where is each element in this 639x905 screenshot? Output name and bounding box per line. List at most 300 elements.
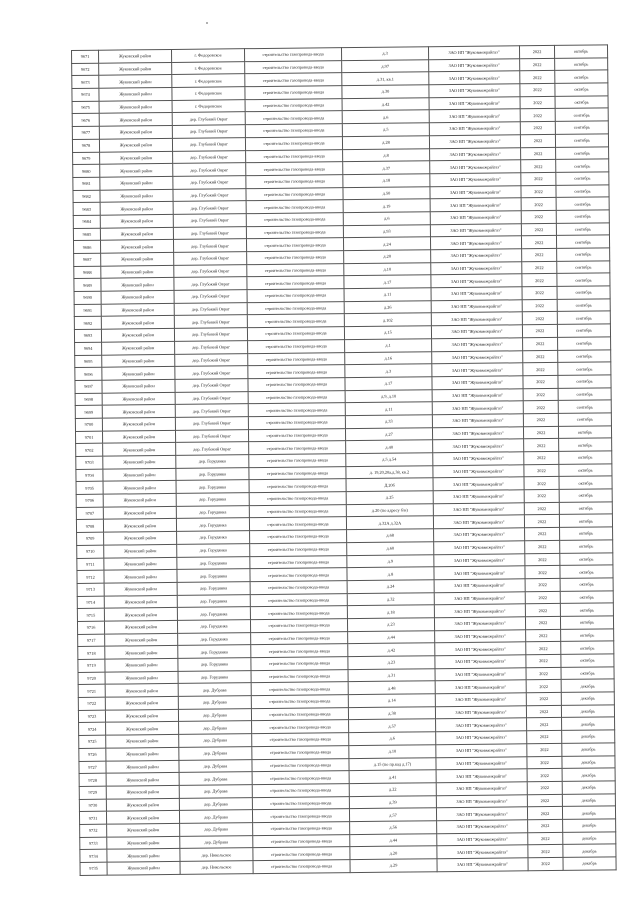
year-cell: 2022 <box>522 325 557 338</box>
row-number: 9735 <box>80 862 107 875</box>
settlement-cell: дер. Горудянка <box>177 594 250 607</box>
district-cell: Жуковский район <box>99 49 172 62</box>
month-cell: сентябрь <box>555 108 608 121</box>
row-number: 9711 <box>77 558 104 571</box>
contractor-cell: ЗАО НП "Жуковмежрайгаз" <box>430 223 521 237</box>
work-type-cell: строительство газопровода-ввода <box>245 73 342 87</box>
contractor-cell: ЗАО НП "Жуковмежрайгаз" <box>436 794 527 808</box>
work-type-cell: строительство газопровода-ввода <box>252 758 349 772</box>
settlement-cell: г. Федоровское <box>171 49 244 62</box>
district-cell: Жуковский район <box>102 367 175 380</box>
month-cell: сентябрь <box>558 337 611 350</box>
house-number-cell: д.17 <box>344 275 431 289</box>
row-number: 9682 <box>73 190 100 203</box>
house-number-cell: д.31 <box>348 668 435 682</box>
year-cell: 2022 <box>520 96 555 109</box>
house-number-cell: д.3 <box>341 47 428 61</box>
district-cell: Жуковский район <box>106 773 179 786</box>
settlement-cell: дер. Горудянка <box>178 632 251 645</box>
contractor-cell: ЗАО НП "Жуковмежрайгаз" <box>434 604 525 618</box>
settlement-cell: дер. Глубокий Овраг <box>173 150 246 163</box>
house-number-cell: д.18 <box>343 174 430 188</box>
contractor-cell: ЗАО НП "Жуковмежрайгаз" <box>436 782 527 796</box>
work-type-cell: строительство газопровода-ввода <box>249 492 346 506</box>
district-cell: Жуковский район <box>107 836 180 849</box>
row-number: 9673 <box>72 76 99 89</box>
month-cell: сентябрь <box>557 286 610 299</box>
settlement-cell: дер. Горудянка <box>177 556 250 569</box>
month-cell: октябрь <box>555 58 608 71</box>
settlement-cell: дер. Горудянка <box>176 493 249 506</box>
month-cell: октябрь <box>559 489 612 502</box>
house-number-cell: д.27 <box>345 427 432 441</box>
settlement-cell: дер. Глубокий Овраг <box>175 417 248 430</box>
row-number: 9730 <box>79 799 106 812</box>
contractor-cell: ЗАО НП "Жуковмежрайгаз" <box>435 693 526 707</box>
district-cell: Жуковский район <box>101 252 174 265</box>
work-type-cell: строительство газопровода-ввода <box>246 213 343 227</box>
contractor-cell: ЗАО НП "Жуковмежрайгаз" <box>435 667 526 681</box>
work-type-cell: строительство газопровода-ввода <box>251 682 348 696</box>
district-cell: Жуковский район <box>103 481 176 494</box>
district-cell: Жуковский район <box>103 468 176 481</box>
district-cell: Жуковский район <box>103 506 176 519</box>
month-cell: сентябрь <box>558 375 611 388</box>
house-number-cell: д.50 <box>343 186 430 200</box>
month-cell: октябрь <box>560 578 613 591</box>
month-cell: сентябрь <box>556 235 609 248</box>
year-cell: 2022 <box>526 642 561 655</box>
month-cell: декабрь <box>563 831 616 844</box>
district-cell: Жуковский район <box>99 126 172 139</box>
settlement-cell: дер. Глубокий Овраг <box>173 188 246 201</box>
year-cell: 2022 <box>527 781 562 794</box>
house-number-cell: д.44 <box>348 630 435 644</box>
settlement-cell: дер. Глубокий Овраг <box>174 277 247 290</box>
row-number: 9721 <box>78 685 105 698</box>
house-number-cell: д.29 <box>350 859 437 873</box>
settlement-cell: дер. Дубрава <box>179 785 252 798</box>
settlement-cell: дер. Глубокий Овраг <box>174 302 247 315</box>
work-type-cell: строительство газопровода-ввода <box>252 809 349 823</box>
house-number-cell: д.37 <box>343 161 430 175</box>
house-number-cell: д.5 д.54 <box>346 453 433 467</box>
settlement-cell: дер. Горудянка <box>176 505 249 518</box>
contractor-cell: ЗАО НП "Жуковмежрайгаз" <box>431 287 522 301</box>
year-cell: 2022 <box>527 756 562 769</box>
district-cell: Жуковский район <box>100 240 173 253</box>
work-type-cell: строительство газопровода-ввода <box>245 86 342 100</box>
contractor-cell: ЗАО НП "Жуковмежрайгаз" <box>428 46 519 60</box>
settlement-cell: г. Федоровское <box>172 61 245 74</box>
work-type-cell: строительство газопровода-ввода <box>252 733 349 747</box>
settlement-cell: дер. Горудянка <box>177 607 250 620</box>
district-cell: Жуковский район <box>106 722 179 735</box>
house-number-cell: д.32 <box>347 592 434 606</box>
district-cell: Жуковский район <box>107 861 180 874</box>
month-cell: октябрь <box>560 527 613 540</box>
house-number-cell: д.9 <box>347 554 434 568</box>
year-cell: 2022 <box>523 413 558 426</box>
settlement-cell: дер. Глубокий Овраг <box>175 353 248 366</box>
house-number-cell: д.57 <box>349 808 436 822</box>
house-number-cell: д.30 <box>342 85 429 99</box>
work-type-cell: строительство газопровода-ввода <box>245 124 342 138</box>
row-number: 9697 <box>75 380 102 393</box>
house-number-cell: д.14 <box>348 694 435 708</box>
month-cell: декабрь <box>562 730 615 743</box>
scan-speck <box>206 22 208 24</box>
month-cell: сентябрь <box>558 349 611 362</box>
settlement-cell: дер. Глубокий Овраг <box>174 328 247 341</box>
month-cell: сентябрь <box>556 172 609 185</box>
settlement-cell: дер. Глубокий Овраг <box>173 214 246 227</box>
year-cell: 2022 <box>523 363 558 376</box>
house-number-cell: д.3 <box>345 364 432 378</box>
work-type-cell: строительство газопровода-ввода <box>250 606 347 620</box>
work-type-cell: строительство газопровода-ввода <box>250 619 347 633</box>
month-cell: октябрь <box>561 628 614 641</box>
month-cell: сентябрь <box>558 387 611 400</box>
contractor-cell: ЗАО НП "Жуковмежрайгаз" <box>430 160 521 174</box>
month-cell: декабрь <box>562 755 615 768</box>
month-cell: сентябрь <box>556 197 609 210</box>
document-sheet <box>71 45 597 876</box>
row-number: 9691 <box>74 304 101 317</box>
month-cell: декабрь <box>563 857 616 870</box>
year-cell: 2022 <box>520 109 555 122</box>
district-cell: Жуковский район <box>106 735 179 748</box>
row-number: 9713 <box>77 583 104 596</box>
house-number-cell: Д.20б <box>346 478 433 492</box>
contractor-cell: ЗАО НП "Жуковмежрайгаз" <box>430 211 521 225</box>
row-number: 9679 <box>73 152 100 165</box>
year-cell: 2022 <box>523 350 558 363</box>
month-cell: декабрь <box>561 679 614 692</box>
work-type-cell: строительство газопровода-ввода <box>251 631 348 645</box>
work-type-cell: строительство газопровода-ввода <box>251 657 348 671</box>
house-number-cell: д.10 <box>349 745 436 759</box>
year-cell: 2022 <box>524 502 559 515</box>
work-type-cell: строительство газопровода-ввода <box>246 162 343 176</box>
work-type-cell: строительство газопровода-ввода <box>253 822 350 836</box>
contractor-cell: ЗАО НП "Жуковмежрайгаз" <box>434 617 525 631</box>
district-cell: Жуковский район <box>105 696 178 709</box>
year-cell: 2022 <box>526 705 561 718</box>
year-cell: 2022 <box>521 236 556 249</box>
year-cell: 2022 <box>524 439 559 452</box>
settlement-cell: дер. Дубрава <box>179 810 252 823</box>
year-cell: 2022 <box>528 819 563 832</box>
month-cell: октябрь <box>560 565 613 578</box>
house-number-cell: д.22 <box>349 783 436 797</box>
contractor-cell: ЗАО НП "Жуковмежрайгаз" <box>434 579 525 593</box>
house-number-cell: д.6 <box>349 732 436 746</box>
house-number-cell: д.24 <box>343 237 430 251</box>
settlement-cell: дер. Глубокий Овраг <box>175 429 248 442</box>
house-number-cell: д.42 <box>342 98 429 112</box>
house-number-cell: д.24 <box>347 580 434 594</box>
year-cell: 2022 <box>521 172 556 185</box>
contractor-cell: ЗАО НП "Жуковмежрайгаз" <box>431 261 522 275</box>
year-cell: 2022 <box>524 464 559 477</box>
settlement-cell: дер. Дубрава <box>178 696 251 709</box>
row-number: 9715 <box>77 608 104 621</box>
month-cell: сентябрь <box>557 261 610 274</box>
contractor-cell: ЗАО НП "Жуковмежрайгаз" <box>429 58 520 72</box>
month-cell: октябрь <box>559 451 612 464</box>
district-cell: Жуковский район <box>103 493 176 506</box>
year-cell: 2022 <box>525 566 560 579</box>
settlement-cell: дер. Никольское <box>180 861 253 874</box>
row-number: 9687 <box>74 253 101 266</box>
row-number: 9722 <box>78 697 105 710</box>
month-cell: октябрь <box>561 641 614 654</box>
settlement-cell: дер. Глубокий Овраг <box>175 379 248 392</box>
work-type-cell: строительство газопровода-ввода <box>250 568 347 582</box>
contractor-cell: ЗАО НП "Жуковмежрайгаз" <box>430 147 521 161</box>
year-cell: 2022 <box>528 845 563 858</box>
year-cell: 2022 <box>522 299 557 312</box>
work-type-cell: строительство газопровода-ввода <box>246 175 343 189</box>
district-cell: Жуковский район <box>101 265 174 278</box>
contractor-cell: ЗАО НП "Жуковмежрайгаз" <box>433 503 524 517</box>
row-number: 9676 <box>72 114 99 127</box>
contractor-cell: ЗАО НП "Жуковмежрайгаз" <box>433 490 524 504</box>
contractor-cell: ЗАО НП "Жуковмежрайгаз" <box>437 832 528 846</box>
contractor-cell: ЗАО НП "Жуковмежрайгаз" <box>433 464 524 478</box>
contractor-cell: ЗАО НП "Жуковмежрайгаз" <box>429 84 520 98</box>
district-cell: Жуковский район <box>100 202 173 215</box>
district-cell: Жуковский район <box>100 151 173 164</box>
work-type-cell: строительство газопровода-ввода <box>250 581 347 595</box>
year-cell: 2022 <box>522 261 557 274</box>
settlement-cell: дер. Глубокий Овраг <box>175 340 248 353</box>
settlement-cell: дер. Дубрава <box>178 683 251 696</box>
district-cell: Жуковский район <box>102 354 175 367</box>
work-type-cell: строительство газопровода-ввода <box>248 339 345 353</box>
month-cell: сентябрь <box>555 134 608 147</box>
year-cell: 2022 <box>525 528 560 541</box>
contractor-cell: ЗАО НП "Жуковмежрайгаз" <box>434 591 525 605</box>
district-cell: Жуковский район <box>103 519 176 532</box>
work-type-cell: строительство газопровода-ввода <box>248 365 345 379</box>
year-cell: 2022 <box>520 83 555 96</box>
work-type-cell: строительство газопровода-ввода <box>248 352 345 366</box>
work-type-cell: строительство газопровода-ввода <box>249 504 346 518</box>
house-number-cell: д.60 <box>347 542 434 556</box>
month-cell: октябрь <box>560 540 613 553</box>
settlement-cell: дер. Никольское <box>180 848 253 861</box>
settlement-cell: дер. Глубокий Овраг <box>173 226 246 239</box>
row-number: 9700 <box>75 418 102 431</box>
month-cell: сентябрь <box>556 222 609 235</box>
house-number-cell: д.32А д.32А <box>346 516 433 530</box>
district-cell: Жуковский район <box>106 811 179 824</box>
row-number: 9701 <box>75 431 102 444</box>
year-cell: 2022 <box>526 667 561 680</box>
contractor-cell: ЗАО НП "Жуковмежрайгаз" <box>433 452 524 466</box>
house-number-cell: д.20 (по адресу б\н) <box>346 503 433 517</box>
year-cell: 2022 <box>524 515 559 528</box>
row-number: 9698 <box>75 393 102 406</box>
row-number: 9674 <box>72 88 99 101</box>
settlement-cell: дер. Дубрава <box>180 823 253 836</box>
district-cell: Жуковский район <box>101 316 174 329</box>
work-type-cell: строительство газопровода-ввода <box>253 860 350 874</box>
row-number: 9702 <box>76 444 103 457</box>
house-number-cell: д.42 <box>348 643 435 657</box>
settlement-cell: дер. Глубокий Овраг <box>172 112 245 125</box>
row-number: 9678 <box>72 139 99 152</box>
work-type-cell: строительство газопровода-ввода <box>247 276 344 290</box>
row-number: 9681 <box>73 177 100 190</box>
work-type-cell: строительство газопровода-ввода <box>249 479 346 493</box>
month-cell: октябрь <box>560 603 613 616</box>
month-cell: сентябрь <box>556 210 609 223</box>
settlement-cell: дер. Глубокий Овраг <box>174 290 247 303</box>
contractor-cell: ЗАО НП "Жуковмежрайгаз" <box>434 553 525 567</box>
row-number: 9709 <box>77 532 104 545</box>
year-cell: 2022 <box>526 629 561 642</box>
year-cell: 2022 <box>520 71 555 84</box>
month-cell: сентябрь <box>557 324 610 337</box>
contractor-cell: ЗАО НП "Жуковмежрайгаз" <box>432 338 523 352</box>
house-number-cell: д.11 <box>344 288 431 302</box>
row-number: 9705 <box>76 482 103 495</box>
settlement-cell: дер. Дубрава <box>179 797 252 810</box>
settlement-cell: дер. Горудянка <box>177 543 250 556</box>
row-number: 9672 <box>72 63 99 76</box>
row-number: 9685 <box>73 228 100 241</box>
house-number-cell: д.44 <box>350 833 437 847</box>
house-number-cell: д.56 <box>350 821 437 835</box>
house-number-cell: д.41 <box>349 770 436 784</box>
house-number-cell: д.5 <box>342 123 429 137</box>
settlement-cell: г. Федоровское <box>172 74 245 87</box>
contractor-cell: ЗАО НП "Жуковмежрайгаз" <box>434 528 525 542</box>
district-cell: Жуковский район <box>102 417 175 430</box>
contractor-cell: ЗАО НП "Жуковмежрайгаз" <box>429 122 520 136</box>
year-cell: 2022 <box>523 426 558 439</box>
work-type-cell: строительство газопровода-ввода <box>251 669 348 683</box>
district-cell: Жуковский район <box>103 443 176 456</box>
month-cell: октябрь <box>561 654 614 667</box>
row-number: 9734 <box>80 849 107 862</box>
year-cell: 2022 <box>523 388 558 401</box>
district-cell: Жуковский район <box>105 684 178 697</box>
settlement-cell: дер. Глубокий Овраг <box>173 201 246 214</box>
work-type-cell: строительство газопровода-ввода <box>249 466 346 480</box>
contractor-cell: ЗАО НП "Жуковмежрайгаз" <box>434 541 525 555</box>
year-cell: 2022 <box>523 401 558 414</box>
settlement-cell: дер. Горудянка <box>177 620 250 633</box>
work-type-cell: строительство газопровода-ввода <box>250 555 347 569</box>
house-number-cell: д.48 <box>348 681 435 695</box>
district-cell: Жуковский район <box>106 747 179 760</box>
settlement-cell: дер. Дубрава <box>179 746 252 759</box>
row-number: 9732 <box>80 824 107 837</box>
district-cell: Жуковский район <box>103 455 176 468</box>
row-number: 9728 <box>79 773 106 786</box>
house-number-cell: д.57 <box>349 719 436 733</box>
district-cell: Жуковский район <box>104 595 177 608</box>
work-type-cell: строительство газопровода-ввода <box>250 593 347 607</box>
settlement-cell: дер. Горудянка <box>178 658 251 671</box>
year-cell: 2022 <box>521 147 556 160</box>
row-number: 9703 <box>76 456 103 469</box>
settlement-cell: дер. Горудянка <box>176 467 249 480</box>
row-number: 9680 <box>73 164 100 177</box>
settlement-cell: дер. Глубокий Овраг <box>172 137 245 150</box>
work-type-cell: строительство газопровода-ввода <box>248 390 345 404</box>
row-number: 9729 <box>79 786 106 799</box>
contractor-cell: ЗАО НП "Жуковмежрайгаз" <box>432 388 523 402</box>
contractor-cell: ЗАО НП "Жуковмежрайгаз" <box>430 236 521 250</box>
contractor-cell: ЗАО НП "Жуковмежрайгаз" <box>430 185 521 199</box>
month-cell: октябрь <box>560 616 613 629</box>
month-cell: декабрь <box>562 768 615 781</box>
work-type-cell: строительство газопровода-ввода <box>247 289 344 303</box>
year-cell: 2022 <box>528 857 563 870</box>
district-cell: Жуковский район <box>100 164 173 177</box>
settlement-cell: дер. Горудянка <box>178 670 251 683</box>
house-number-cell: д.38 <box>348 706 435 720</box>
work-type-cell: строительство газопровода-ввода <box>246 225 343 239</box>
settlement-cell: дер. Глубокий Овраг <box>173 239 246 252</box>
contractor-cell: ЗАО НП "Жуковмежрайгаз" <box>431 300 522 314</box>
settlement-cell: дер. Дубрава <box>179 721 252 734</box>
house-number-cell: д.93 <box>343 224 430 238</box>
year-cell: 2022 <box>521 223 556 236</box>
year-cell: 2022 <box>528 832 563 845</box>
month-cell: сентябрь <box>557 248 610 261</box>
year-cell: 2022 <box>527 794 562 807</box>
year-cell: 2022 <box>526 654 561 667</box>
month-cell: октябрь <box>554 45 607 58</box>
contractor-cell: ЗАО НП "Жуковмежрайгаз" <box>436 756 527 770</box>
district-cell: Жуковский район <box>101 290 174 303</box>
house-number-cell: д.33 <box>345 415 432 429</box>
house-number-cell: д.39 <box>349 795 436 809</box>
district-cell: Жуковский район <box>106 760 179 773</box>
district-cell: Жуковский район <box>102 405 175 418</box>
row-number: 9693 <box>74 329 101 342</box>
row-number: 9716 <box>77 621 104 634</box>
row-number: 9727 <box>79 761 106 774</box>
month-cell: октябрь <box>555 83 608 96</box>
work-type-cell: строительство газопровода-ввода <box>249 517 346 531</box>
house-number-cell: д.28 <box>342 136 429 150</box>
contractor-cell: ЗАО НП "Жуковмежрайгаз" <box>432 414 523 428</box>
district-cell: Жуковский район <box>104 570 177 583</box>
settlement-cell: дер. Глубокий Овраг <box>174 252 247 265</box>
row-number: 9723 <box>78 710 105 723</box>
district-cell: Жуковский район <box>106 798 179 811</box>
settlement-cell: дер. Горудянка <box>178 645 251 658</box>
settlement-cell: дер. Глубокий Овраг <box>176 442 249 455</box>
year-cell: 2022 <box>523 375 558 388</box>
work-type-cell: строительство газопровода-ввода <box>247 301 344 315</box>
row-number: 9714 <box>77 596 104 609</box>
contractor-cell: ЗАО НП "Жуковмежрайгаз" <box>436 718 527 732</box>
contractor-cell: ЗАО НП "Жуковмежрайгаз" <box>435 655 526 669</box>
month-cell: октябрь <box>558 425 611 438</box>
year-cell: 2022 <box>522 286 557 299</box>
row-number: 9695 <box>75 355 102 368</box>
contractor-cell: ЗАО НП "Жуковмежрайгаз" <box>429 135 520 149</box>
work-type-cell: строительство газопровода-ввода <box>252 784 349 798</box>
